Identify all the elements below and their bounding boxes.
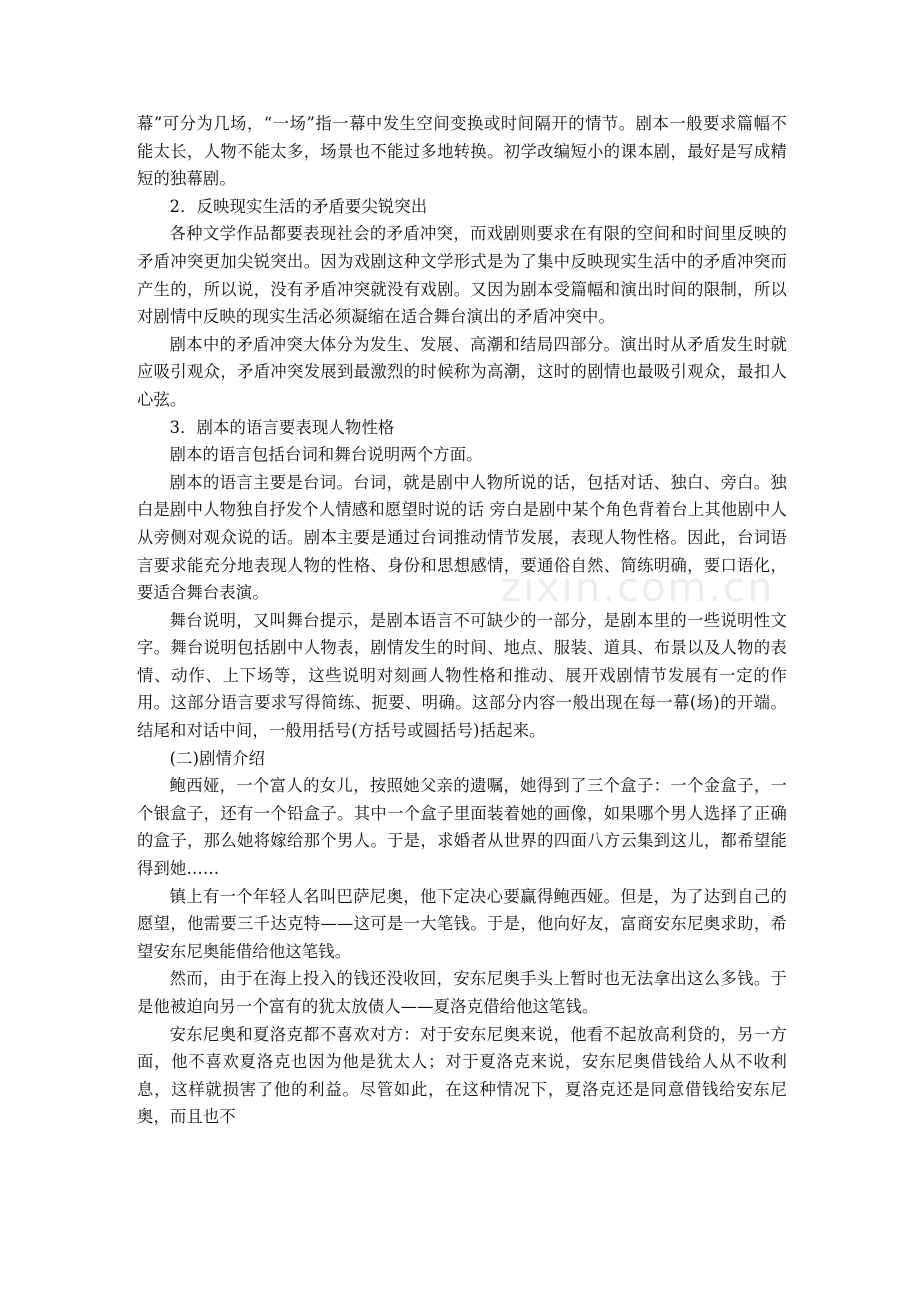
paragraph-bassanio: 镇上有一个年轻人名叫巴萨尼奥，他下定决心要赢得鲍西娅。但是，为了达到自己的愿望，他需要三千达克特——这可是一大笔钱。于是，他向好友，富商安东尼奥求助，希望安东尼奥能借给他这笔钱。 — [137, 886, 787, 961]
paragraph-language-parts: 剧本的语言包括台词和舞台说明两个方面。 — [169, 445, 483, 465]
heading-language-character: 3．剧本的语言要表现人物性格 — [169, 417, 395, 437]
paragraph-mutual-dislike: 安东尼奥和夏洛克都不喜欢对方：对于安东尼奥来说，他看不起放高利贷的，另一方面，他不喜欢夏洛克也因为他是犹太人；对于夏洛克来说，安东尼奥借钱给人从不收利息，这样就损害了他的利益。尽管如此，在这种情况下，夏洛克还是同意借钱给安东尼奥，而且也不 — [137, 1024, 787, 1127]
watermark: zixin.com.cn — [500, 565, 775, 611]
paragraph-antonio-shylock-loan: 然而，由于在海上投入的钱还没收回，安东尼奥手头上暂时也无法拿出这么多钱。于是他被迫向另一个富有的犹太放债人——夏洛克借给他这笔钱。 — [137, 969, 787, 1016]
paragraph-portia: 鲍西娅，一个富人的女儿，按照她父亲的遗嘱，她得到了三个盒子：一个金盒子，一个银盒子，还有一个铅盒子。其中一个盒子里面装着她的画像，如果哪个男人选择了正确的盒子，那么她将嫁给那个男人。于是，求婚者从世界的四面八方云集到这儿，都希望能得到她…… — [137, 776, 787, 879]
paragraph-continued-intro: 幕”可分为几场，“一场”指一幕中发生空间变换或时间隔开的情节。剧本一般要求篇幅不能太长，人物不能太多，场景也不能过多地转换。初学改编短小的课本剧，最好是写成精短的独幕剧。 — [137, 114, 787, 189]
document-page — [137, 110, 787, 1131]
paragraph-conflict: 各种文学作品都要表现社会的矛盾冲突，而戏剧则要求在有限的空间和时间里反映的矛盾冲突更加尖锐突出。因为戏剧这种文学形式是为了集中反映现实生活中的矛盾冲突而产生的，所以说，没有矛盾冲突就没有戏剧。又因为剧本受篇幅和演出时间的限制，所以对剧情中反映的现实生活必须凝缩在适合舞台演出的矛盾冲突中。 — [137, 224, 787, 327]
heading-conflict-sharp: 2．反映现实生活的矛盾要尖锐突出 — [169, 196, 428, 216]
paragraph-lines: 剧本的语言主要是台词。台词，就是剧中人物所说的话，包括对话、独白、旁白。独白是剧中人物独自抒发个人情感和愿望时说的话 旁白是剧中某个角色背着台上其他剧中人从旁侧对观众说的话。剧本主要是通过台词推动情节发展，表现人物性格。因此，台词语言要求能充分地表现人物的性格、身份和思想感情，要通俗自然、简练明确，要口语化，要适合舞台表演。 — [137, 472, 787, 603]
paragraph-conflict-stages: 剧本中的矛盾冲突大体分为发生、发展、高潮和结局四部分。演出时从矛盾发生时就应吸引观众，矛盾冲突发展到最激烈的时候称为高潮，这时的剧情也最吸引观众，最扣人心弦。 — [137, 334, 787, 409]
heading-plot-intro: (二)剧情介绍 — [169, 748, 266, 768]
paragraph-stage-directions: 舞台说明，又叫舞台提示，是剧本语言不可缺少的一部分，是剧本里的一些说明性文字。舞台说明包括剧中人物表，剧情发生的时间、地点、服装、道具、布景以及人物的表情、动作、上下场等，这些说明对刻画人物性格和推动、展开戏剧情节发展有一定的作用。这部分语言要求写得简练、扼要、明确。这部分内容一般出现在每一幕(场)的开端。结尾和对话中间，一般用括号(方括号或圆括号)括起来。 — [137, 610, 787, 741]
